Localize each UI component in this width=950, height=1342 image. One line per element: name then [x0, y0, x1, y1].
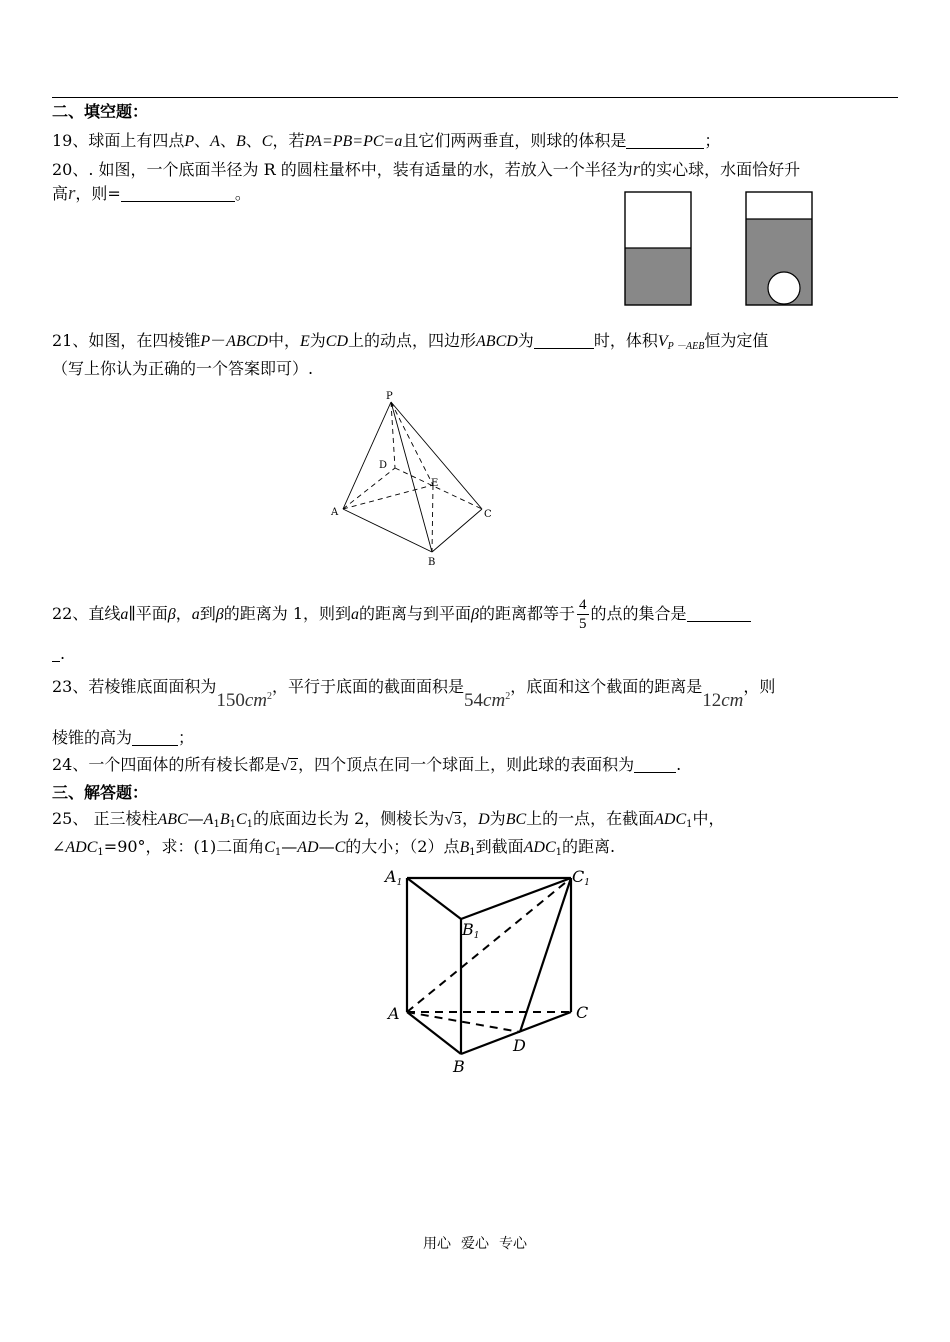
label-B: B [428, 557, 436, 568]
section-fill-in-title: 二、填空题： [52, 102, 149, 121]
answer-blank-23[interactable] [132, 729, 178, 746]
label-C: C [576, 1003, 589, 1022]
label-B1: B1 [462, 920, 480, 941]
figure-cylinders [620, 188, 820, 308]
question-23-line2: 棱锥的高为 ； [52, 728, 195, 747]
label-C1: C1 [572, 867, 590, 888]
label-B: B [453, 1057, 465, 1076]
label-A: A [331, 507, 339, 518]
solid-sphere [768, 272, 800, 304]
label-D: D [379, 460, 388, 471]
question-25-line2: $\angle ADC_1=90^\circ$，求：(1)二面角$C_1—AD—C$的大小；（2）点$B_1$到截面$ADC_1$的距离. [52, 837, 616, 858]
label-C: C [484, 509, 492, 520]
label-A: A [388, 1004, 400, 1023]
page-footer: 用心 爱心 专心 [423, 1236, 527, 1252]
question-25-line1: 25、 正三棱柱$ABC—A_1B_1C_1$的底面边长为 2，侧棱长为√3，D为BC上的一点，在截面$ADC_1$中， [52, 809, 725, 830]
fraction-4-5: $\frac{4}{5}$ [579, 597, 587, 632]
question-22-line1: 22、直线a∥平面β，a到β的距离为 1，则到a的距离与到平面β的距离都等于 $\frac{4}{5}$ 的点的集合是 [52, 596, 898, 633]
answer-blank-24[interactable] [634, 756, 676, 773]
question-21-line2: （写上你认为正确的一个答案即可）. [52, 359, 314, 378]
figure-pyramid [325, 385, 505, 570]
sqrt-2: √2 [280, 757, 298, 774]
question-20-line2: 高r，则= 。 [52, 183, 251, 204]
header-rule [52, 97, 898, 98]
label-P: P [386, 391, 393, 402]
label-A1: A1 [385, 867, 403, 888]
section-answer-title: 三、解答题： [52, 783, 149, 802]
answer-blank-21[interactable] [534, 332, 594, 349]
answer-blank-20[interactable] [121, 185, 235, 202]
question-19: 19、球面上有四点P、A、B、C，若PA=PB=PC=a且它们两两垂直，则球的体积是 ； [52, 131, 721, 150]
cup-left-water [625, 248, 691, 305]
question-23-line1: 23、若棱锥底面面积为$150cm^2$，平行于底面的截面面积是$54cm^2$，底面和这个截面的距离是12cm，则 [52, 677, 776, 711]
question-22-line2: . [52, 643, 898, 665]
label-E: E [431, 478, 439, 489]
question-21-line1: 21、如图，在四棱锥P－ABCD中，E为CD上的动点，四边形ABCD为 时，体积$V_{P -AEB}$恒为定值 [52, 331, 769, 352]
question-24: 24、一个四面体的所有棱长都是√2，四个顶点在同一个球面上，则此球的表面积为 . [52, 755, 682, 774]
answer-blank-22[interactable] [687, 605, 751, 622]
sqrt-3: √3 [444, 811, 462, 828]
label-D: D [513, 1036, 526, 1055]
figure-prism [380, 862, 610, 1082]
question-20-line1: 20、. 如图，一个底面半径为 R 的圆柱量杯中，装有适量的水，若放入一个半径为r的实心球，水面恰好升 [52, 159, 801, 180]
answer-blank-19[interactable] [626, 132, 704, 149]
